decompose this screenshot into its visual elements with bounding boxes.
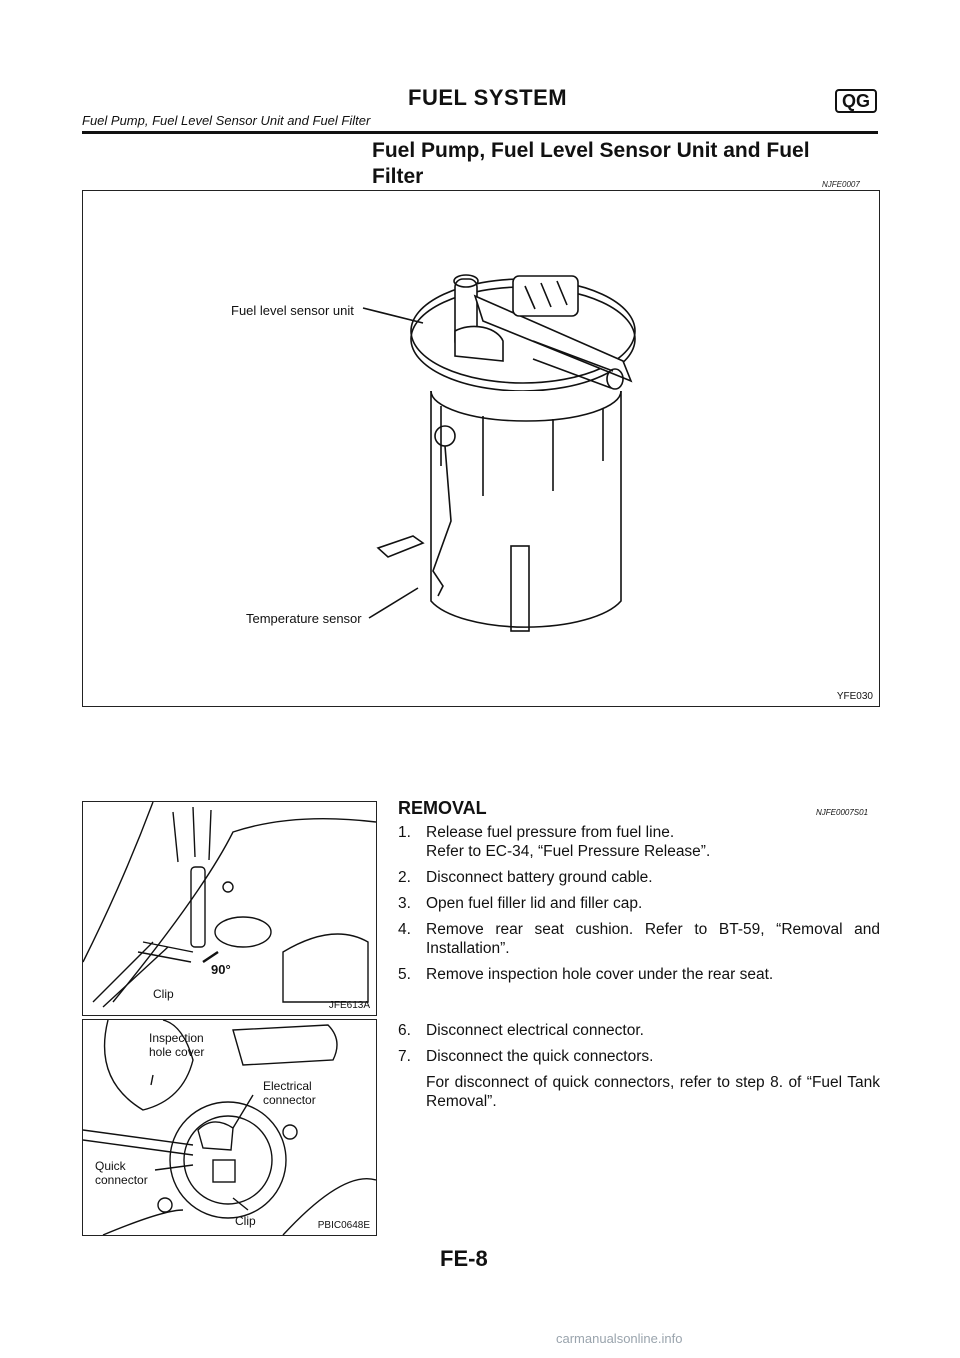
step-5: 5. Remove inspection hole cover under the rear seat.	[398, 966, 774, 983]
fuel-pump-figure	[82, 190, 880, 707]
watermark: carmanualsonline.info	[556, 1331, 683, 1346]
removal-heading: REMOVAL	[398, 798, 487, 818]
figure-code: JFE613A	[328, 1000, 370, 1011]
label-clip: Clip	[235, 1214, 256, 1228]
connectors-illustration	[83, 1020, 376, 1235]
figure-code: PBIC0648E	[317, 1220, 370, 1231]
removal-ref: NJFE0007S01	[816, 808, 869, 817]
step-2: 2. Disconnect battery ground cable.	[398, 869, 653, 886]
clip-removal-illustration	[83, 802, 376, 1015]
label-inspection-2: hole cover	[149, 1045, 205, 1059]
engine-badge: QG	[835, 89, 877, 113]
step-4: 4. Remove rear seat cushion. Refer to BT-59, “Removal and Installation”.	[398, 921, 880, 957]
fuel-pump-illustration	[83, 191, 879, 706]
label-quick-1: Quick	[95, 1159, 126, 1173]
page-number: FE-8	[440, 1246, 488, 1271]
header-title: FUEL SYSTEM	[408, 85, 568, 110]
label-clip: Clip	[153, 987, 174, 1001]
label-fuel-level-sensor-unit: Fuel level sensor unit	[231, 303, 354, 318]
section-ref: NJFE0007	[822, 180, 860, 189]
header-subtitle: Fuel Pump, Fuel Level Sensor Unit and Fuel Filter	[82, 113, 371, 128]
step-3: 3. Open fuel filler lid and filler cap.	[398, 895, 643, 912]
step-6: 6. Disconnect electrical connector.	[398, 1022, 644, 1039]
label-electrical-2: connector	[263, 1093, 316, 1107]
connectors-figure	[82, 1019, 377, 1236]
header-rule	[82, 131, 878, 134]
label-inspection-1: Inspection	[149, 1031, 204, 1045]
removal-steps-continued	[398, 1021, 880, 1118]
label-temperature-sensor: Temperature sensor	[246, 611, 362, 626]
label-electrical-1: Electrical	[263, 1079, 312, 1093]
clip-removal-figure	[82, 801, 377, 1016]
step-1: 1. Release fuel pressure from fuel line. Refer to EC-34, “Fuel Pressure Release”.	[398, 824, 711, 860]
section-title: Fuel Pump, Fuel Level Sensor Unit and Fuel Filter	[372, 139, 810, 188]
figure-code: YFE030	[836, 691, 873, 702]
label-quick-2: connector	[95, 1173, 148, 1187]
step-7: 7. Disconnect the quick connectors. For disconnect of quick connectors, refer to step 8. of “Fuel Tank Removal”.	[398, 1048, 880, 1110]
label-angle: 90°	[211, 962, 231, 977]
removal-steps	[398, 823, 880, 991]
